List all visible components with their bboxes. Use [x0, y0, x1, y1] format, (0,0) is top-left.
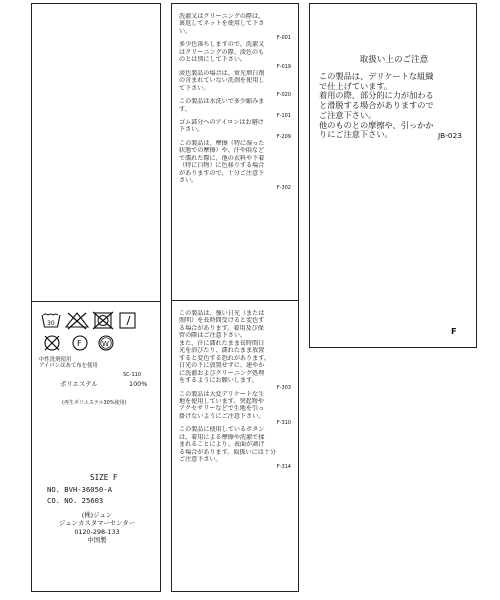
care-note-line: 裏返してネットを使用して下さ: [179, 20, 265, 28]
professional-care-symbols: [42, 333, 154, 353]
care-note-line: 下さい。: [179, 126, 204, 134]
care-note-line: す。: [179, 105, 191, 113]
caution-line: と滑脱する場合がありますので: [319, 100, 434, 111]
caution-line: 他のものとの摩擦や、引っかか: [319, 119, 434, 130]
care-note-code: F-302: [276, 184, 291, 191]
caution-line: ご注意下さい。: [319, 109, 377, 120]
care-note-block: [179, 70, 293, 98]
product-number: NO. BVH-36050-A: [47, 485, 112, 494]
care-note-block: [179, 310, 293, 391]
care-note-line: て下さい。: [179, 84, 210, 92]
caution-line: 着用の際、部分的に力が加わる: [319, 90, 434, 101]
care-note-line: をするようにお願いします。: [179, 377, 258, 385]
care-notes-bottom: [179, 310, 293, 470]
customer-center: ジュンカスタマーセンター: [58, 519, 136, 527]
caution-line: で仕上げています。: [319, 80, 393, 91]
care-note-line: の含まれていない洗剤を使用し: [179, 77, 265, 85]
company-number: CO. NO. 25603: [47, 496, 104, 505]
care-note-line: さい。: [179, 177, 198, 185]
svg-text:F: F: [77, 339, 82, 348]
caution-code: JB-023: [437, 131, 462, 140]
care-note-line: 多少色落ちしますので、洗濯又: [179, 41, 265, 49]
caution-body: [319, 72, 475, 140]
care-code: SC-110: [123, 372, 142, 378]
care-note-line: この製品は、摩擦（特に湿った: [179, 139, 265, 147]
care-note-line: はクリーニングの際、淡色のも: [179, 48, 265, 56]
care-note-line: ご注意下さい。: [179, 456, 222, 464]
care-note-line: この製品は大変デリケートな生: [179, 390, 265, 398]
care-note-line: この製品は水洗いで多少縮みま: [179, 98, 265, 106]
corporation-name: (株)ジュン: [81, 511, 113, 519]
care-note-line: この製品に使用しているボタン: [179, 426, 265, 434]
care-note-line: のとは別にして下さい。: [179, 56, 247, 64]
care-note-block: [179, 41, 293, 69]
care-note-line: で濡れた際に、他の衣料や下着: [179, 154, 265, 162]
wet-clean-w-icon: [99, 336, 113, 350]
fiber-percent: 100%: [129, 380, 148, 388]
divider-line: [32, 301, 160, 302]
care-note-line: 光を浴びたり、濡れたまま放置: [179, 347, 265, 355]
care-note-iron: アイロンはあて布を使用: [39, 363, 98, 369]
care-note-block: [179, 119, 293, 140]
care-note-line: 淡色製品の場合は、蛍光増白剤: [179, 69, 265, 77]
phone-number: 0120-298-133: [74, 528, 120, 536]
care-note-line: アクセサリーなどで生地を引っ: [179, 405, 265, 413]
no-bleach-icon: [66, 313, 88, 329]
made-in: 中国製: [87, 536, 107, 544]
care-note-line: がありますので、十分ご注意下: [179, 169, 265, 177]
care-note-block: [179, 13, 293, 41]
care-note-code: F-310: [276, 420, 291, 427]
care-note-block: [179, 426, 293, 469]
care-note-line: い。: [179, 27, 192, 35]
care-note-line: 洗濯又はクリーニングの際は、: [179, 13, 265, 20]
care-note-line: 掛けないようにご注意下さい。: [179, 412, 265, 420]
divider-line: [172, 300, 298, 301]
wash-temp-text: 30: [47, 320, 55, 327]
dry-clean-f-icon: [73, 336, 87, 350]
caution-line: この製品は、デリケートな組織: [319, 71, 434, 81]
svg-text:W: W: [102, 340, 109, 348]
care-note-line: すると変色する恐れがあります。: [179, 354, 270, 362]
care-note-detergent: 中性洗剤使用: [39, 357, 72, 363]
care-note-code: F-314: [276, 463, 291, 470]
no-tumble-dry-icon: [93, 312, 113, 329]
care-note-line: 日光の下に放置せずに、速やか: [179, 362, 265, 370]
care-note-line: まれることにより、表面が剥げ: [179, 441, 265, 449]
care-note-line: る場合があります。着用及び保: [179, 324, 264, 332]
care-label-middle: [171, 3, 299, 592]
care-note-line: この製品は、強い日光（または: [179, 310, 265, 317]
care-label-right: [309, 3, 477, 348]
care-note-line: は、着用による摩擦や洗濯で揉: [179, 433, 265, 441]
care-note-line: に洗濯およびクリーニング処理: [179, 369, 265, 377]
size-mark: F: [451, 326, 457, 336]
care-note-line: る場合があります。取扱いには十分: [179, 448, 277, 456]
recycled-note: (再生ポリエステル30%使用): [62, 400, 127, 406]
care-note-line: ゴム部分へのアイロンはお避け: [179, 118, 264, 126]
care-note-line: 管の際はご注意下さい。: [179, 332, 247, 340]
care-note-line: 状態での摩擦）や、汗や雨など: [179, 147, 265, 155]
wash-30-icon: [42, 314, 60, 327]
care-notes-top: [179, 13, 293, 191]
no-dry-clean-icon: [45, 336, 59, 350]
fiber-name: ポリエステル: [60, 380, 98, 388]
caution-line: りにご注意下さい。: [319, 129, 393, 140]
size-text: SIZE F: [90, 473, 118, 482]
care-note-code: F-019: [276, 63, 291, 70]
care-note-block: [179, 98, 293, 119]
care-label-left: [31, 3, 161, 592]
care-note-line: 照明）を長時間受けると変色す: [179, 317, 265, 325]
care-note-block: [179, 391, 293, 427]
care-note-block: [179, 140, 293, 191]
line-dry-icon: [120, 313, 135, 328]
care-note-line: また、汗に濡れたまま長時間日: [179, 339, 265, 347]
care-note-code: F-001: [276, 35, 291, 42]
care-note-line: （特に白物）に色移りする場合: [179, 162, 265, 170]
care-note-code: F-209: [276, 133, 291, 140]
care-note-code: F-101: [276, 112, 291, 119]
caution-title: 取扱い上のご注意: [359, 55, 429, 65]
care-note-line: 地を使用しています。突起物や: [179, 397, 264, 405]
care-note-code: F-020: [276, 92, 291, 99]
care-note-code: F-303: [276, 384, 291, 391]
care-symbols: [40, 310, 152, 332]
